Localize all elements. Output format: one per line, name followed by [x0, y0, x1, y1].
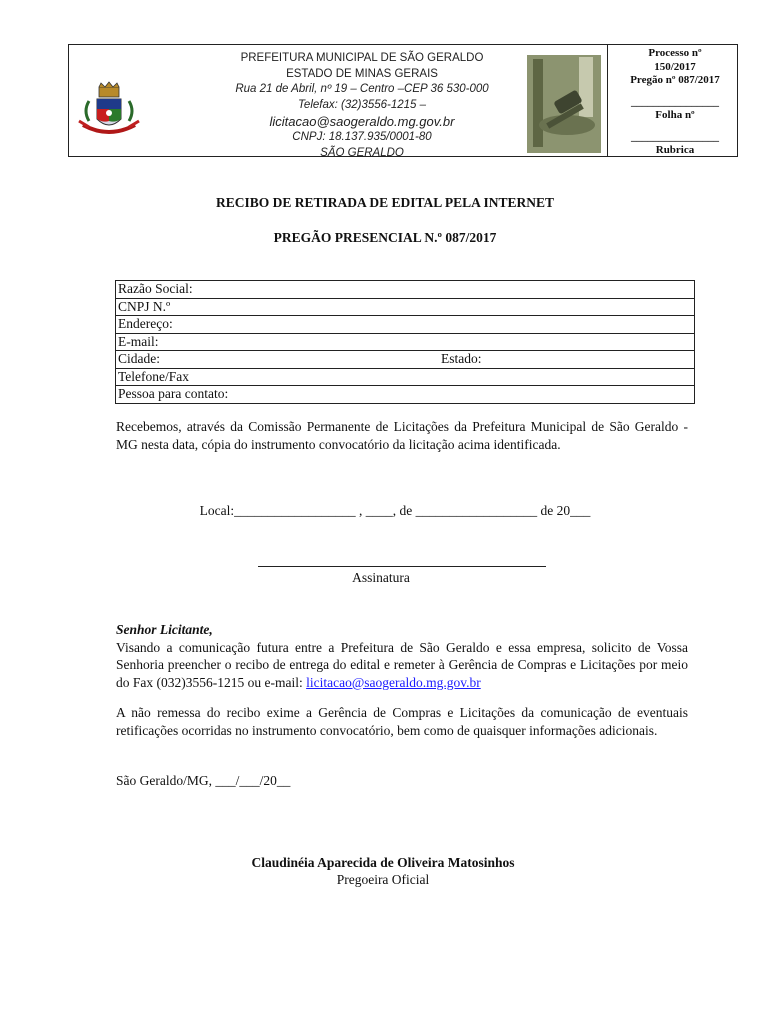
signature-label: Assinatura	[352, 570, 410, 585]
folha-blank: ________________	[631, 95, 719, 108]
city: SÃO GERALDO	[320, 146, 404, 159]
state-name: ESTADO DE MINAS GERAIS	[286, 67, 438, 80]
telefone-label: Telefone/Fax	[118, 368, 190, 384]
receipt-paragraph: Recebemos, através da Comissão Permanente de Licitações da Prefeitura Municipal de São Geraldo - MG nesta data, cópia do instrumento convocatório da licitação acima identificada.	[116, 419, 688, 452]
phone: Telefax: (32)3556-1215 –	[297, 98, 427, 111]
cnpj: CNPJ: 18.137.935/0001-80	[292, 131, 432, 143]
process-box	[614, 47, 736, 158]
email-label: E-mail:	[118, 333, 159, 349]
cidade-label: Cidade:	[118, 351, 160, 366]
signature-line	[258, 566, 546, 567]
contato-label: Pessoa para contato:	[118, 386, 229, 401]
municipal-crest-icon	[75, 81, 143, 139]
divider	[607, 45, 608, 156]
licitante-heading: Senhor Licitante,	[116, 622, 213, 637]
prefeitura-name: PREFEITURA MUNICIPAL DE SÃO GERALDO	[240, 52, 484, 64]
document-subtitle: PREGÃO PRESENCIAL N.º 087/2017	[273, 230, 497, 245]
date-line: São Geraldo/MG, ___/___/20__	[116, 773, 291, 788]
letterhead-text	[217, 51, 507, 161]
email-link[interactable]: licitacao@saogeraldo.mg.gov.br	[306, 674, 481, 690]
processo-value: 150/2017	[654, 60, 696, 73]
signer-role: Pregoeira Oficial	[336, 872, 430, 887]
licitante-section	[116, 621, 688, 691]
form-row-cidade[interactable]	[116, 351, 694, 369]
company-form	[115, 280, 695, 404]
document-title: RECIBO DE RETIRADA DE EDITAL PELA INTERNET	[215, 195, 555, 210]
signer-name: Claudinéia Aparecida de Oliveira Matosinhos	[251, 855, 515, 870]
licitante-body: Visando a comunicação futura entre a Prefeitura de São Geraldo e essa empresa, solicito de Vossa Senhoria preencher o recibo de entrega do edital e remeter à Gerência de Compras e Licitações por meio do Fax (032)3556-1215 ou e-mail:	[116, 639, 688, 690]
gavel-photo-icon	[527, 55, 601, 153]
address: Rua 21 de Abril, nº 19 – Centro –CEP 36 530-000	[235, 83, 489, 95]
header-email: licitacao@saogeraldo.mg.gov.br	[269, 114, 455, 129]
cnpj-label: CNPJ N.º	[118, 298, 171, 314]
rubrica-label: Rubrica	[655, 144, 695, 156]
form-row-telefone[interactable]	[116, 369, 694, 387]
endereco-label: Endereço:	[118, 316, 173, 331]
form-row-cnpj[interactable]	[116, 299, 694, 317]
form-row-razao[interactable]	[116, 281, 694, 299]
form-row-email[interactable]	[116, 334, 694, 352]
processo-label: Processo nº	[648, 47, 702, 59]
folha-label: Folha nº	[655, 109, 695, 121]
form-row-endereco[interactable]	[116, 316, 694, 334]
notice-paragraph: A não remessa do recibo exime a Gerência de Compras e Licitações da comunicação de eventuais retificações ocorridas no instrumento convocatório, bem como de quaisquer informações adicionais.	[116, 705, 688, 738]
razao-label: Razão Social:	[118, 281, 193, 296]
estado-label: Estado:	[441, 351, 482, 366]
letterhead	[68, 44, 738, 157]
rubrica-blank: ________________	[631, 130, 719, 143]
form-row-contato[interactable]	[116, 386, 694, 404]
pregao-number: Pregão nº 087/2017	[630, 74, 720, 86]
licitante-text	[116, 639, 688, 692]
local-date-line: Local:__________________ , ____, de __________________ de 20___	[199, 503, 591, 518]
